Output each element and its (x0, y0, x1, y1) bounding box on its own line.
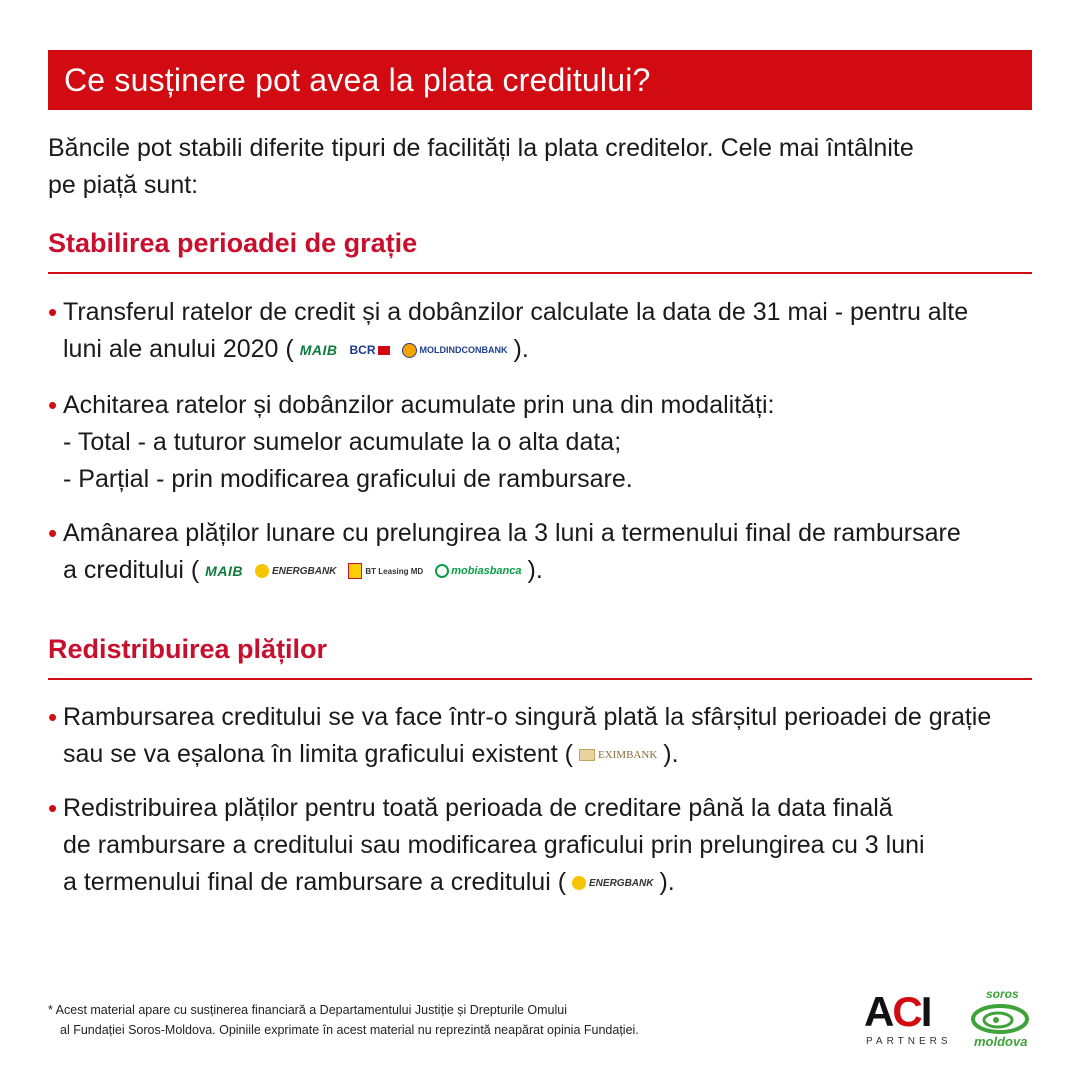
bullet-dot: • (48, 297, 58, 327)
soros-moldova-logo (966, 986, 1036, 1050)
eximbank-logo: EXIMBANK (579, 744, 657, 766)
svg-text:moldova: moldova (974, 1034, 1028, 1049)
list-item-text: Amânarea plăților lunare cu prelungirea la 3 luni a termenului final de rambursare (63, 519, 961, 547)
moldindconbank-logo: MOLDINDCONBANK (402, 339, 508, 361)
list-item-text: Redistribuirea plăților pentru toată perioada de creditare până la data finală (63, 794, 893, 822)
footnote-line: * Acest material apare cu susținerea financiară a Departamentului Justiție și Drepturile Omului (48, 1003, 568, 1017)
intro-paragraph (48, 130, 1018, 204)
section-heading-redistribution (48, 634, 1032, 680)
aci-partners-logo (864, 988, 952, 1048)
intro-line: Băncile pot stabili diferite tipuri de facilități la plata creditelor. Cele mai întâlnite (48, 134, 914, 162)
list-item (48, 387, 1038, 498)
energbank-logo: ENERGBANK (255, 560, 336, 582)
bullet-dot: • (48, 702, 58, 732)
list-item-text: a creditului ( MAIB ENERGBANK BT Leasing MD mobiasbanca ). (63, 556, 543, 584)
soros-swirl-icon (966, 986, 1036, 1050)
page-title: Ce susținere pot avea la plata creditului? (64, 61, 651, 98)
footnote-line: al Fundației Soros-Moldova. Opiniile exprimate în acest material nu reprezintă neapărat opinia Fundației. (60, 1023, 639, 1037)
aci-partners-label: PARTNERS (866, 1036, 952, 1047)
maib-logo: MAIB (205, 562, 243, 579)
bt-leasing-logo: BT Leasing MD (348, 560, 423, 582)
bullet-dot: • (48, 390, 58, 420)
intro-line: pe piață sunt: (48, 171, 199, 199)
list-item (48, 515, 1038, 589)
title-banner (48, 50, 1032, 110)
list-item (48, 699, 1038, 773)
list-item-text: - Total - a tuturor sumelor acumulate la o alta data; (63, 428, 622, 456)
svg-text:soros: soros (986, 987, 1019, 1001)
section-heading-text: Redistribuirea plăților (48, 634, 328, 664)
footnote (48, 1000, 828, 1040)
energbank-logo: ENERGBANK (572, 872, 653, 894)
list-item-text: a termenului final de rambursare a creditului ( ENERGBANK ). (63, 868, 675, 896)
section-heading-text: Stabilirea perioadei de grație (48, 228, 418, 258)
list-item (48, 294, 1038, 368)
bcr-logo: BCR (350, 339, 390, 361)
aci-mark: ACI (864, 988, 931, 1035)
list-item-text: Rambursarea creditului se va face într-o singură plată la sfârșitul perioadei de grație (63, 703, 992, 731)
section-heading-grace-period (48, 228, 1032, 274)
list-item (48, 790, 1038, 901)
bullet-dot: • (48, 793, 58, 823)
list-item-text: de rambursare a creditului sau modificarea graficului prin prelungirea cu 3 luni (63, 831, 925, 859)
list-item-text: - Parțial - prin modificarea graficului de rambursare. (63, 465, 633, 493)
list-item-text: luni ale anului 2020 ( MAIB BCR MOLDINDCONBANK ). (63, 335, 529, 363)
maib-logo: MAIB (299, 341, 338, 358)
bullet-dot: • (48, 518, 58, 548)
list-item-text: Transferul ratelor de credit și a dobânzilor calculate la data de 31 mai - pentru alte (63, 298, 969, 326)
mobiasbanca-logo: mobiasbanca (435, 560, 521, 582)
list-item-text: sau se va eșalona în limita graficului existent ( EXIMBANK ). (63, 740, 679, 768)
list-item-text: Achitarea ratelor și dobânzilor acumulate prin una din modalități: (63, 391, 775, 419)
